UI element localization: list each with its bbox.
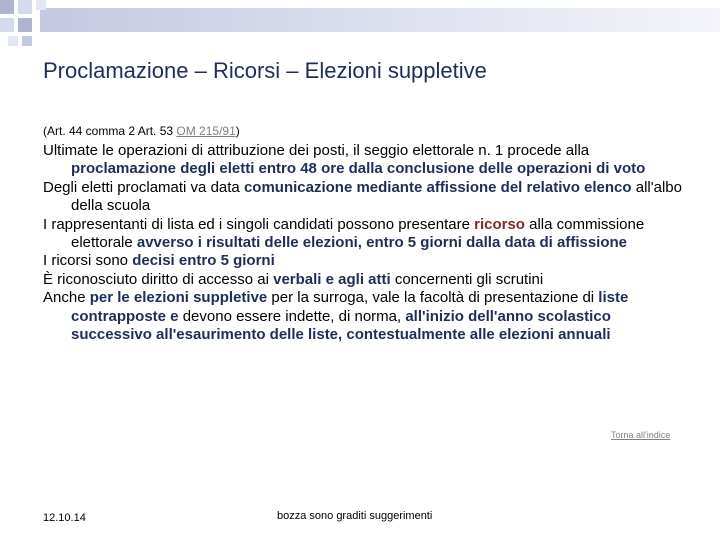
- text-segment: all'albo della scuola: [71, 178, 682, 215]
- slide-date: 12.10.14: [43, 512, 86, 524]
- legal-reference: [43, 124, 240, 138]
- emphasis-text: liste contrapposte e: [71, 289, 629, 325]
- slide-body: [43, 142, 683, 344]
- header-decoration: [0, 0, 720, 60]
- text-segment: per la surroga, vale la facoltà di presentazione di: [267, 289, 599, 307]
- text-segment: Ultimate le operazioni di attribuzione dei posti, il seggio elettorale n. 1 procede alla: [43, 142, 590, 159]
- text-segment: alla commissione elettorale: [71, 215, 645, 252]
- paragraph: [43, 271, 683, 289]
- paragraph: [43, 179, 683, 216]
- paragraph: [43, 216, 683, 253]
- emphasis-text: ricorso: [474, 215, 525, 233]
- paragraph: [43, 289, 683, 344]
- text-segment: Degli eletti proclamati va data: [43, 178, 244, 196]
- emphasis-text: decisi entro 5 giorni: [132, 252, 275, 270]
- emphasis-text: per le elezioni suppletive: [89, 289, 268, 307]
- text-segment: I rappresentanti di lista ed i singoli candidati possono presentare: [43, 215, 475, 233]
- emphasis-text: comunicazione mediante affissione del relativo elenco: [243, 178, 632, 196]
- back-to-index-link[interactable]: Torna all'indice: [611, 430, 671, 440]
- text-segment: I ricorsi sono: [43, 252, 133, 270]
- emphasis-text: proclamazione degli eletti entro 48 ore dalla conclusione delle operazioni di voto: [71, 160, 646, 178]
- reference-prefix: (Art. 44 comma 2 Art. 53: [43, 124, 177, 138]
- text-segment: Anche: [43, 289, 90, 307]
- text-segment: concernenti gli scrutini: [390, 270, 544, 288]
- reference-link[interactable]: OM 215/91: [176, 124, 236, 138]
- paragraph: [43, 252, 683, 270]
- emphasis-text: all'inizio dell'anno scolastico successivo all'esaurimento delle liste, contestualmente alle elezioni annuali: [71, 307, 611, 344]
- slide-footer: bozza sono graditi suggerimenti: [277, 510, 433, 522]
- paragraph: [43, 142, 683, 179]
- text-segment: È riconosciuto diritto di accesso ai: [43, 270, 274, 288]
- text-segment: devono essere indette, di norma,: [178, 307, 406, 325]
- emphasis-text: verbali e agli atti: [273, 270, 391, 288]
- reference-suffix: ): [235, 124, 240, 138]
- slide-title: Proclamazione – Ricorsi – Elezioni suppletive: [43, 58, 487, 83]
- emphasis-text: avverso i risultati delle elezioni, entro 5 giorni dalla data di affissione: [136, 234, 628, 252]
